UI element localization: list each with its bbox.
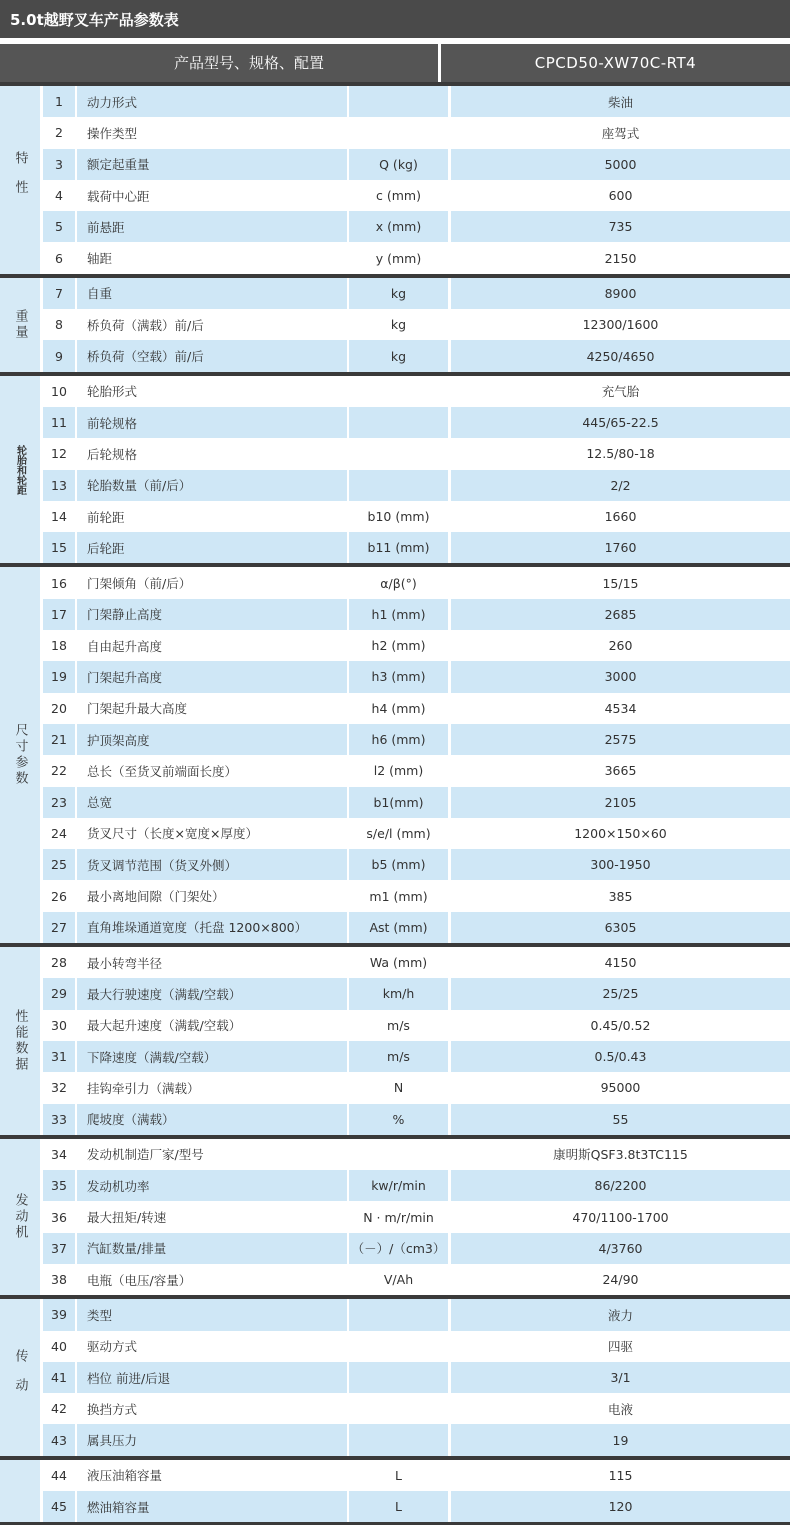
row-parameter: 总长（至货叉前端面长度）: [87, 763, 238, 779]
row-value: 95000: [600, 1080, 641, 1096]
spec-section: [0, 1299, 790, 1459]
row-unit: kw/r/min: [349, 1170, 448, 1201]
row-number: 23: [43, 787, 75, 818]
row-number: 7: [43, 278, 75, 309]
row-value: 5000: [451, 149, 790, 180]
row-value: 2685: [451, 599, 790, 630]
row-unit: b10 (mm): [367, 509, 430, 524]
row-number: 44: [51, 1467, 67, 1483]
section-category: [0, 1299, 40, 1455]
row-number: 45: [43, 1491, 75, 1522]
table-row: [40, 242, 790, 273]
row-parameter: 桥负荷（空载）前/后: [77, 340, 347, 371]
section-category-label: 传动: [12, 1348, 28, 1407]
row-unit: b11 (mm): [349, 532, 448, 563]
row-parameter: 货叉调节范围（货叉外侧）: [77, 849, 347, 880]
row-unit: N: [393, 1080, 404, 1096]
row-unit: [349, 1139, 448, 1170]
table-row: [40, 407, 790, 438]
row-value: 四驱: [607, 1339, 633, 1355]
row-parameter: 门架起升最大高度: [87, 701, 188, 717]
row-unit: m1 (mm): [369, 888, 428, 904]
row-number: 32: [51, 1080, 67, 1096]
row-number: 8: [55, 317, 63, 333]
table-row: [40, 880, 790, 911]
row-unit: m/s: [349, 1041, 448, 1072]
row-number: 20: [51, 700, 67, 716]
row-value: 55: [451, 1104, 790, 1135]
row-unit: h2 (mm): [371, 638, 426, 654]
row-number: 27: [43, 912, 75, 943]
row-value: 1660: [604, 509, 637, 524]
row-parameter: 自由起升高度: [87, 638, 163, 654]
row-parameter: 下降速度（满载/空载）: [77, 1041, 347, 1072]
row-value: 300-1950: [451, 849, 790, 880]
table-row: [40, 912, 790, 943]
section-category: [0, 1460, 40, 1523]
section-category: [0, 947, 40, 1135]
row-value: 12300/1600: [582, 317, 659, 333]
section-category-label: 尺寸参数: [12, 723, 28, 788]
row-parameter: 载荷中心距: [87, 188, 150, 204]
row-unit: h1 (mm): [349, 599, 448, 630]
row-unit: Wa (mm): [369, 955, 428, 971]
row-unit: kg: [349, 278, 448, 309]
row-number: 41: [43, 1362, 75, 1393]
table-row: [40, 438, 790, 469]
section-category: [0, 376, 40, 564]
row-value: 470/1100-1700: [572, 1209, 669, 1225]
row-value: 3/1: [451, 1362, 790, 1393]
table-row: [40, 599, 790, 630]
row-unit: N · m/r/min: [363, 1209, 434, 1225]
row-value: 15/15: [602, 575, 639, 591]
row-parameter: 门架起升高度: [77, 661, 347, 692]
section-category: [0, 86, 40, 274]
row-value: 8900: [451, 278, 790, 309]
row-number: 5: [43, 211, 75, 242]
table-row: [40, 501, 790, 532]
table-row: [40, 376, 790, 407]
table-row: [40, 978, 790, 1009]
table-row: [40, 1491, 790, 1522]
row-parameter: 档位 前进/后退: [77, 1362, 347, 1393]
table-row: [40, 693, 790, 724]
row-parameter: 后轮规格: [87, 446, 138, 462]
row-parameter: 护顶架高度: [77, 724, 347, 755]
table-row: [40, 661, 790, 692]
row-unit: kg: [390, 317, 407, 333]
row-value: 600: [608, 188, 633, 204]
table-row: [40, 724, 790, 755]
row-number: 33: [43, 1104, 75, 1135]
row-value: 3665: [604, 763, 637, 779]
row-parameter: 发动机功率: [77, 1170, 347, 1201]
row-value: 2/2: [451, 470, 790, 501]
spec-section: [0, 376, 790, 568]
table-row: [40, 947, 790, 978]
row-value: 2575: [451, 724, 790, 755]
table-row: [40, 630, 790, 661]
row-number: 4: [55, 188, 63, 204]
row-parameter: 电瓶（电压/容量）: [87, 1272, 192, 1288]
row-unit: Ast (mm): [349, 912, 448, 943]
row-value: 19: [451, 1424, 790, 1455]
row-unit: b1(mm): [349, 787, 448, 818]
section-category-label: 特性: [12, 150, 28, 209]
row-parameter: 换挡方式: [87, 1401, 138, 1417]
row-number: 13: [43, 470, 75, 501]
row-number: 29: [43, 978, 75, 1009]
table-header: [0, 44, 790, 82]
table-row: [40, 117, 790, 148]
table-row: [40, 849, 790, 880]
table-row: [40, 1264, 790, 1295]
table-row: [40, 1201, 790, 1232]
row-value: 260: [608, 638, 633, 654]
row-number: 17: [43, 599, 75, 630]
row-value: 柴油: [451, 86, 790, 117]
row-unit: kg: [349, 340, 448, 371]
row-number: 6: [55, 250, 63, 266]
row-unit: L: [395, 1467, 402, 1483]
row-number: 39: [43, 1299, 75, 1330]
row-parameter: 自重: [77, 278, 347, 309]
row-number: 25: [43, 849, 75, 880]
section-category-label: 性能数据: [12, 1008, 28, 1073]
row-parameter: 最大起升速度（满载/空载）: [87, 1018, 242, 1034]
row-parameter: 操作类型: [87, 125, 138, 141]
row-parameter: 最大扭矩/转速: [87, 1210, 167, 1226]
row-parameter: 最大行驶速度（满载/空载）: [77, 978, 347, 1009]
row-parameter: 类型: [77, 1299, 347, 1330]
table-row: [40, 211, 790, 242]
table-row: [40, 1104, 790, 1135]
row-unit: y (mm): [375, 250, 422, 266]
row-unit: [349, 86, 448, 117]
row-value: 0.45/0.52: [590, 1017, 651, 1033]
row-number: 40: [51, 1338, 67, 1354]
row-unit: [349, 1362, 448, 1393]
row-number: 28: [51, 955, 67, 971]
row-parameter: 桥负荷（满载）前/后: [87, 317, 204, 333]
row-value: 3000: [451, 661, 790, 692]
row-unit: x (mm): [349, 211, 448, 242]
table-row: [40, 1362, 790, 1393]
spec-section: [0, 1460, 790, 1525]
row-unit: b5 (mm): [349, 849, 448, 880]
row-value: 2105: [451, 787, 790, 818]
table-row: [40, 309, 790, 340]
row-parameter: 前轮规格: [77, 407, 347, 438]
table-row: [40, 567, 790, 598]
table-row: [40, 1393, 790, 1424]
table-row: [40, 1460, 790, 1491]
row-number: 24: [51, 825, 67, 841]
table-row: [40, 180, 790, 211]
row-unit: c (mm): [376, 188, 421, 204]
row-unit: [349, 1299, 448, 1330]
row-number: 35: [43, 1170, 75, 1201]
section-category-label: 重量: [12, 308, 28, 341]
table-row: [40, 532, 790, 563]
row-parameter: 属具压力: [77, 1424, 347, 1455]
row-value: 0.5/0.43: [451, 1041, 790, 1072]
row-value: 充气胎: [601, 384, 640, 400]
row-number: 2: [55, 125, 63, 141]
row-value: 86/2200: [451, 1170, 790, 1201]
row-parameter: 燃油箱容量: [77, 1491, 347, 1522]
row-value: 12.5/80-18: [586, 446, 655, 462]
row-number: 36: [51, 1209, 67, 1225]
row-unit: [349, 470, 448, 501]
page-title: 5.0t越野叉车产品参数表: [0, 0, 790, 38]
row-number: 43: [43, 1424, 75, 1455]
row-number: 21: [43, 724, 75, 755]
row-number: 12: [51, 446, 67, 462]
row-value: 4534: [604, 700, 637, 716]
row-unit: Q (kg): [349, 149, 448, 180]
row-number: 18: [51, 638, 67, 654]
row-unit: V/Ah: [383, 1272, 414, 1288]
row-parameter: 直角堆垛通道宽度（托盘 1200×800）: [77, 912, 347, 943]
table-row: [40, 278, 790, 309]
row-parameter: 门架倾角（前/后）: [87, 576, 192, 592]
row-parameter: 驱动方式: [87, 1339, 138, 1355]
row-value: 4250/4650: [451, 340, 790, 371]
spec-section: [0, 278, 790, 376]
row-parameter: 门架静止高度: [77, 599, 347, 630]
row-number: 9: [43, 340, 75, 371]
table-row: [40, 818, 790, 849]
row-value: 2150: [604, 250, 637, 266]
header-spec-label: 产品型号、规格、配置: [0, 44, 441, 82]
row-number: 37: [43, 1233, 75, 1264]
row-parameter: 动力形式: [77, 86, 347, 117]
table-row: [40, 787, 790, 818]
row-number: 22: [51, 763, 67, 779]
row-number: 3: [43, 149, 75, 180]
row-parameter: 发动机制造厂家/型号: [87, 1147, 204, 1163]
table-row: [40, 149, 790, 180]
row-parameter: 轮胎数量（前/后）: [77, 470, 347, 501]
table-row: [40, 1299, 790, 1330]
row-number: 10: [51, 383, 67, 399]
row-parameter: 最小离地间隙（门架处）: [87, 889, 225, 905]
row-value: 6305: [451, 912, 790, 943]
table-row: [40, 1041, 790, 1072]
row-value: 120: [451, 1491, 790, 1522]
table-row: [40, 1170, 790, 1201]
table-row: [40, 1233, 790, 1264]
section-category-label: 发动机: [12, 1193, 28, 1242]
table-row: [40, 1424, 790, 1455]
row-unit: [349, 376, 448, 407]
row-unit: [349, 407, 448, 438]
row-unit: [349, 1331, 448, 1362]
row-unit: km/h: [349, 978, 448, 1009]
row-value: 1200×150×60: [574, 825, 667, 841]
row-value: 4/3760: [451, 1233, 790, 1264]
row-number: 15: [43, 532, 75, 563]
row-value: 康明斯QSF3.8t3TC115: [553, 1147, 688, 1163]
row-unit: [349, 1393, 448, 1424]
row-value: 座驾式: [601, 125, 640, 141]
row-parameter: 后轮距: [77, 532, 347, 563]
row-value: 4150: [604, 955, 637, 971]
row-value: 24/90: [602, 1272, 639, 1288]
row-unit: h6 (mm): [349, 724, 448, 755]
row-unit: s/e/l (mm): [366, 825, 431, 841]
row-value: 液力: [451, 1299, 790, 1330]
section-category: [0, 1139, 40, 1295]
row-parameter: 前悬距: [77, 211, 347, 242]
table-row: [40, 1010, 790, 1041]
row-number: 30: [51, 1017, 67, 1033]
row-value: 电液: [607, 1401, 633, 1417]
spec-section: [0, 1139, 790, 1299]
row-number: 19: [43, 661, 75, 692]
section-category-label: 轮胎和轮距: [14, 444, 26, 495]
row-parameter: 前轮距: [87, 509, 125, 525]
table-row: [40, 340, 790, 371]
row-number: 38: [51, 1272, 67, 1288]
row-number: 26: [51, 888, 67, 904]
row-value: 445/65-22.5: [451, 407, 790, 438]
row-unit: [349, 438, 448, 469]
row-unit: （－）/（cm3）: [349, 1233, 448, 1264]
row-parameter: 液压油箱容量: [87, 1468, 163, 1484]
row-unit: L: [349, 1491, 448, 1522]
table-row: [40, 1139, 790, 1170]
row-unit: l2 (mm): [373, 763, 424, 779]
header-model-label: CPCD50-XW70C-RT4: [534, 54, 697, 72]
row-number: 34: [51, 1146, 67, 1162]
row-number: 42: [51, 1401, 67, 1417]
row-parameter: 挂钩牵引力（满载）: [87, 1080, 200, 1096]
row-unit: m/s: [387, 1017, 410, 1033]
section-category: [0, 567, 40, 943]
row-parameter: 爬坡度（满载）: [77, 1104, 347, 1135]
row-parameter: 汽缸数量/排量: [77, 1233, 347, 1264]
row-number: 31: [43, 1041, 75, 1072]
row-value: 1760: [451, 532, 790, 563]
row-unit: h4 (mm): [371, 700, 426, 716]
table-row: [40, 86, 790, 117]
row-unit: [349, 117, 448, 148]
row-unit: α/β(°): [380, 575, 417, 591]
spec-section: [0, 567, 790, 947]
table-row: [40, 470, 790, 501]
row-parameter: 最小转弯半径: [87, 955, 163, 971]
spec-table-body: [0, 86, 790, 1525]
row-value: 385: [608, 888, 633, 904]
row-parameter: 总宽: [77, 787, 347, 818]
table-row: [40, 755, 790, 786]
row-number: 1: [43, 86, 75, 117]
spec-section: [0, 947, 790, 1139]
row-number: 16: [51, 575, 67, 591]
row-unit: [349, 1424, 448, 1455]
row-unit: h3 (mm): [349, 661, 448, 692]
row-parameter: 货叉尺寸（长度×宽度×厚度）: [87, 826, 258, 842]
spec-section: [0, 86, 790, 278]
row-parameter: 轴距: [87, 251, 113, 267]
table-row: [40, 1331, 790, 1362]
row-value: 115: [608, 1467, 633, 1483]
row-number: 11: [43, 407, 75, 438]
section-category: [0, 278, 40, 372]
row-number: 14: [51, 509, 67, 524]
row-value: 25/25: [451, 978, 790, 1009]
row-value: 735: [451, 211, 790, 242]
row-parameter: 额定起重量: [77, 149, 347, 180]
row-parameter: 轮胎形式: [87, 384, 138, 400]
row-unit: %: [349, 1104, 448, 1135]
table-row: [40, 1072, 790, 1103]
